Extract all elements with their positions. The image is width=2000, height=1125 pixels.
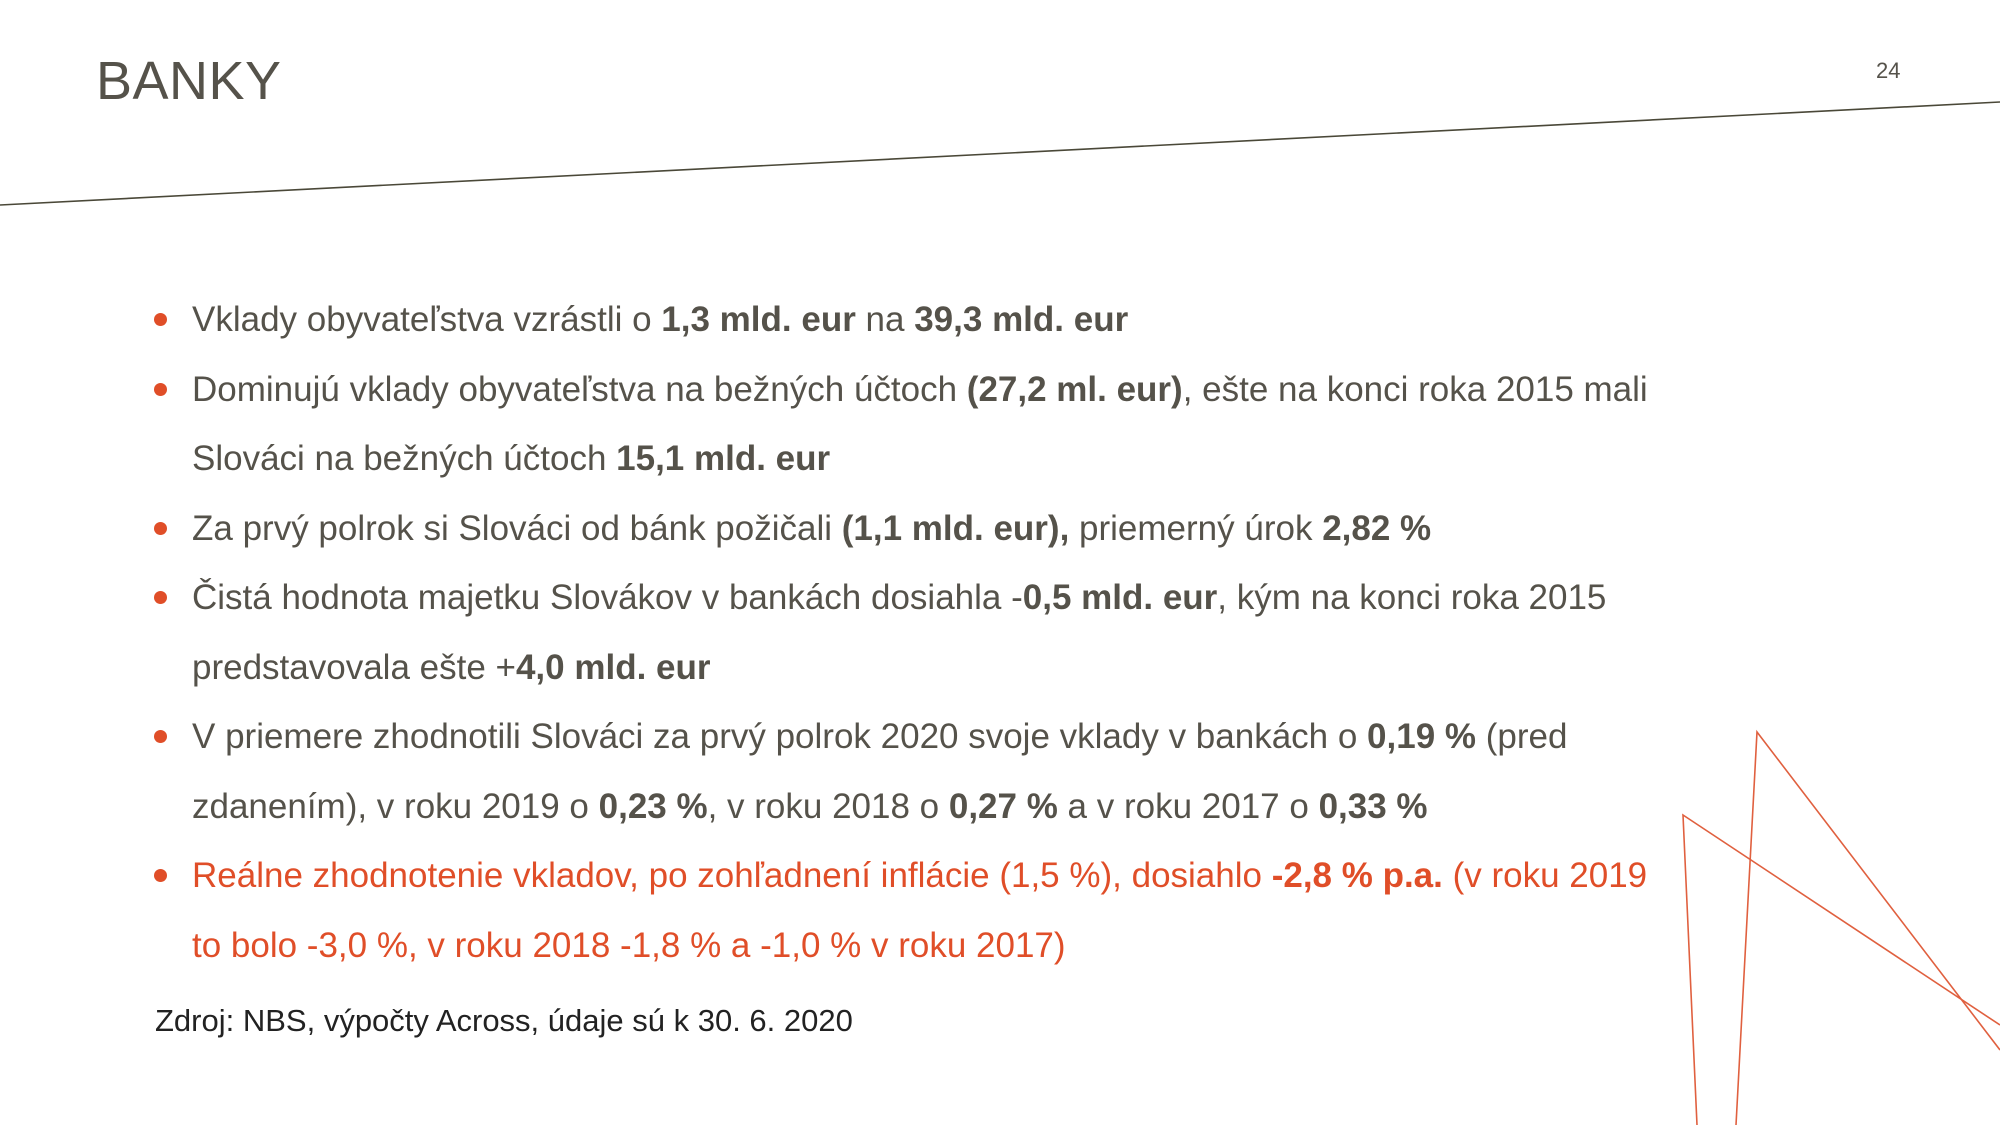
bullet-dot-icon bbox=[154, 869, 167, 882]
page-number: 24 bbox=[1876, 58, 1901, 83]
bullet-item-deposits-growth: Vklady obyvateľstva vzrástli o 1,3 mld. eur na 39,3 mld. eur bbox=[150, 285, 1650, 355]
bullet-dot-icon bbox=[154, 383, 167, 396]
bullet-item-loans: Za prvý polrok si Slováci od bánk požičali (1,1 mld. eur), priemerný úrok 2,82 % bbox=[150, 494, 1650, 564]
deco-triangle-line-b bbox=[1683, 815, 2000, 1125]
bullet-dot-icon bbox=[154, 591, 167, 604]
bullet-item-deposit-yields: V priemere zhodnotili Slováci za prvý polrok 2020 svoje vklady v bankách o 0,19 % (pred zdanením), v roku 2019 o 0,23 %, v roku 2018 o 0,27 % a v roku 2017 o 0,33 % bbox=[150, 702, 1650, 841]
bullet-dot-icon bbox=[154, 522, 167, 535]
bullet-dot-icon bbox=[154, 313, 167, 326]
bullet-item-real-return: Reálne zhodnotenie vkladov, po zohľadnení inflácie (1,5 %), dosiahlo -2,8 % p.a. (v roku 2019 to bolo -3,0 %, v roku 2018 -1,8 % a -1,0 % v roku 2017) bbox=[150, 841, 1650, 980]
deco-triangle-line-a bbox=[1736, 732, 2000, 1125]
bullet-dot-icon bbox=[154, 730, 167, 743]
bullet-list bbox=[150, 285, 1650, 980]
bullet-item-current-accounts: Dominujú vklady obyvateľstva na bežných účtoch (27,2 ml. eur), ešte na konci roka 2015 mali Slováci na bežných účtoch 15,1 mld. eur bbox=[150, 355, 1650, 494]
slide-title: BANKY bbox=[96, 51, 282, 111]
header-divider-line bbox=[0, 102, 2000, 205]
source-note: Zdroj: NBS, výpočty Across, údaje sú k 30. 6. 2020 bbox=[155, 1003, 853, 1038]
bullet-item-net-worth: Čistá hodnota majetku Slovákov v bankách dosiahla -0,5 mld. eur, kým na konci roka 2015 predstavovala ešte +4,0 mld. eur bbox=[150, 563, 1650, 702]
